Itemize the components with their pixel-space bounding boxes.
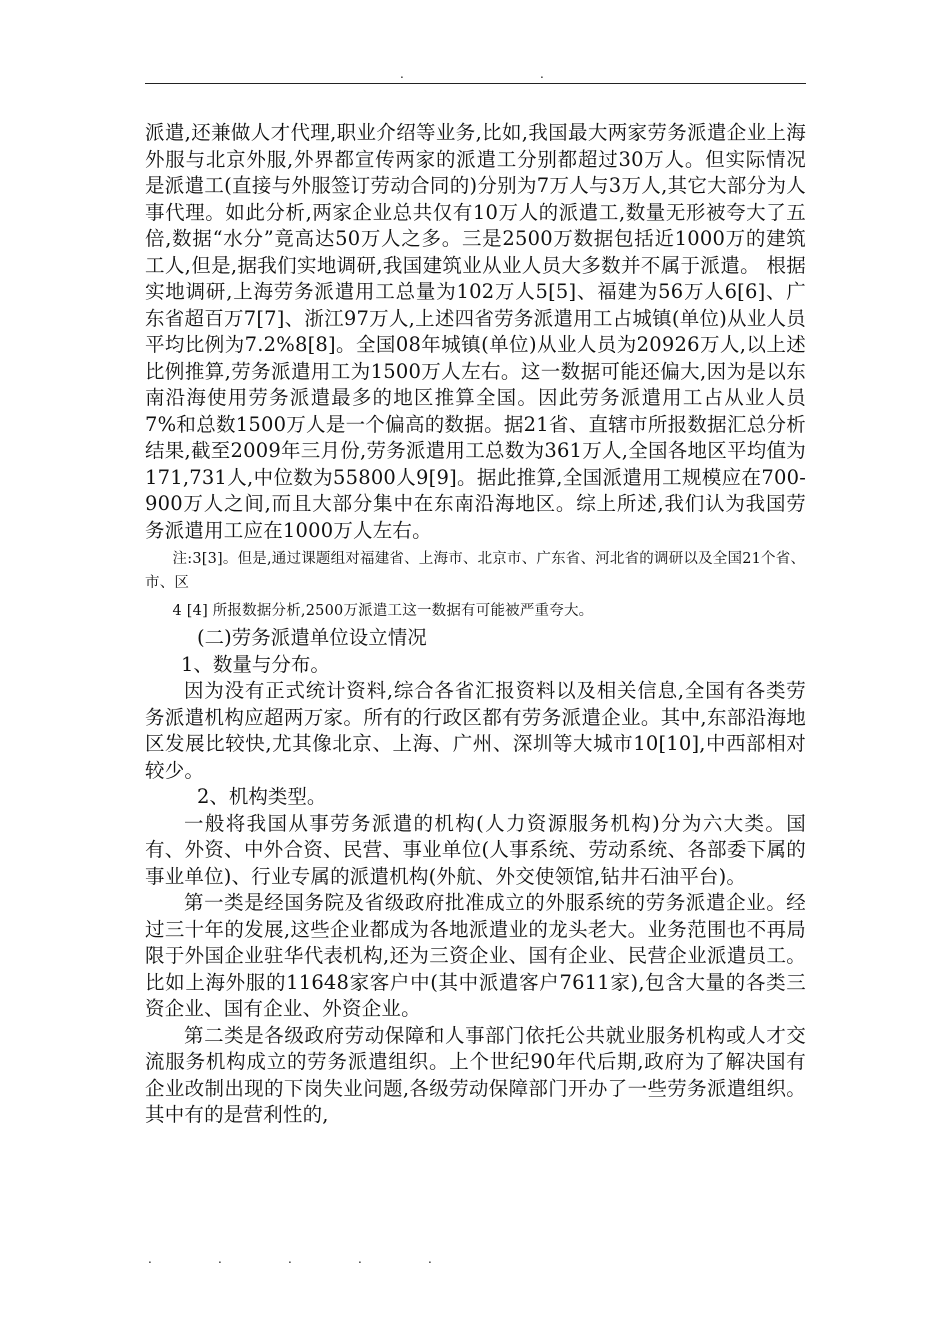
header-rule (145, 83, 806, 84)
footer-dot: . (288, 1252, 292, 1266)
paragraph-type-one: 第一类是经国务院及省级政府批准成立的外服系统的劳务派遣企业。经过三十年的发展,这些企业都成为各地派遣业的龙头老大。业务范围也不再局限于外国企业驻华代表机构,还为三资企业、国有企业、民营企业派遣员工。比如上海外服的11648家客户中(其中派遣客户7611家),包含大量的各类三资企业、国有企业、外资企业。 (145, 891, 806, 1020)
paragraph-quantity: 因为没有正式统计资料,综合各省汇报资料以及相关信息,全国有各类劳务派遣机构应超两万家。所有的行政区都有劳务派遣企业。其中,东部沿海地区发展比较快,尤其像北京、上海、广州、深圳等大城市10[10],中西部相对较少。 (145, 679, 806, 782)
footnote-4: 4 [4] 所报数据分析,2500万派遣工这一数据有可能被严重夸大。 (172, 603, 594, 619)
paragraph-type-two: 第二类是各级政府劳动保障和人事部门依托公共就业服务机构或人才交流服务机构成立的劳务派遣组织。上个世纪90年代后期,政府为了解决国有企业改制出现的下岗失业问题,各级劳动保障部门开办了一些劳务派遣组织。其中有的是营利性的, (145, 1023, 806, 1126)
footer-dot: . (358, 1252, 362, 1266)
header-dot: . (400, 67, 404, 81)
paragraph-dispatch-scale: 派遣,还兼做人才代理,职业介绍等业务,比如,我国最大两家劳务派遣企业上海外服与北京外服,外界都宣传两家的派遣工分别都超过30万人。但实际情况是派遣工(直接与外服签订劳动合同的)分别为7万人与3万人,其它大部分为人事代理。如此分析,两家企业总共仅有10万人的派遣工,数量无形被夸大了五倍,数据“水分”竟高达50万人之多。三是2500万数据包括近1000万的建筑工人,但是,据我们实地调研,我国建筑业从业人员大多数并不属于派遣。 根据实地调研,上海劳务派遣用工总量为102万人5[5]、福建为56万人6[6]、广东省超百万7[7]、浙江97万人,上述四省劳务派遣用工占城镇(单位)从业人员平均比例为7.2%8[8]。全国08年城镇(单位)从业人员为20926万人,以上述比例推算,劳务派遣用工为1500万人左右。这一数据可能还偏大,因为是以东南沿海使用劳务派遣最多的地区推算全国。因此劳务派遣用工占从业人员7%和总数1500万人是一个偏高的数据。据21省、直辖市所报数据汇总分析结果,截至2009年三月份,劳务派遣用工总数为361万人,全国各地区平均值为171,731人,中位数为55800人9[9]。据此推算,全国派遣用工规模应在700-900万人之间,而且大部分集中在东南沿海地区。综上所述,我们认为我国劳务派遣用工应在1000万人左右。 (145, 121, 806, 542)
footnote-3: 注:3[3]。但是,通过课题组对福建省、上海市、北京市、广东省、河北省的调研以及全国21个省、市、区 (145, 551, 806, 591)
header-dot: . (540, 67, 544, 81)
footer-dot: . (218, 1252, 222, 1266)
footer-dots (0, 1253, 950, 1267)
paragraph-types: 一般将我国从事劳务派遣的机构(人力资源服务机构)分为六大类。国有、外资、中外合资、民营、事业单位(人事系统、劳动系统、各部委下属的事业单位)、行业专属的派遣机构(外航、外交使领馆,钻井石油平台)。 (145, 811, 806, 888)
footer-dot: . (148, 1252, 152, 1266)
document-body (145, 120, 806, 1129)
subsection-heading-quantity: 1、数量与分布。 (181, 652, 330, 676)
section-heading: (二)劳务派遣单位设立情况 (197, 626, 427, 649)
footer-dot: . (428, 1252, 432, 1266)
header-dots (0, 68, 950, 82)
subsection-heading-types: 2、机构类型。 (197, 785, 327, 808)
